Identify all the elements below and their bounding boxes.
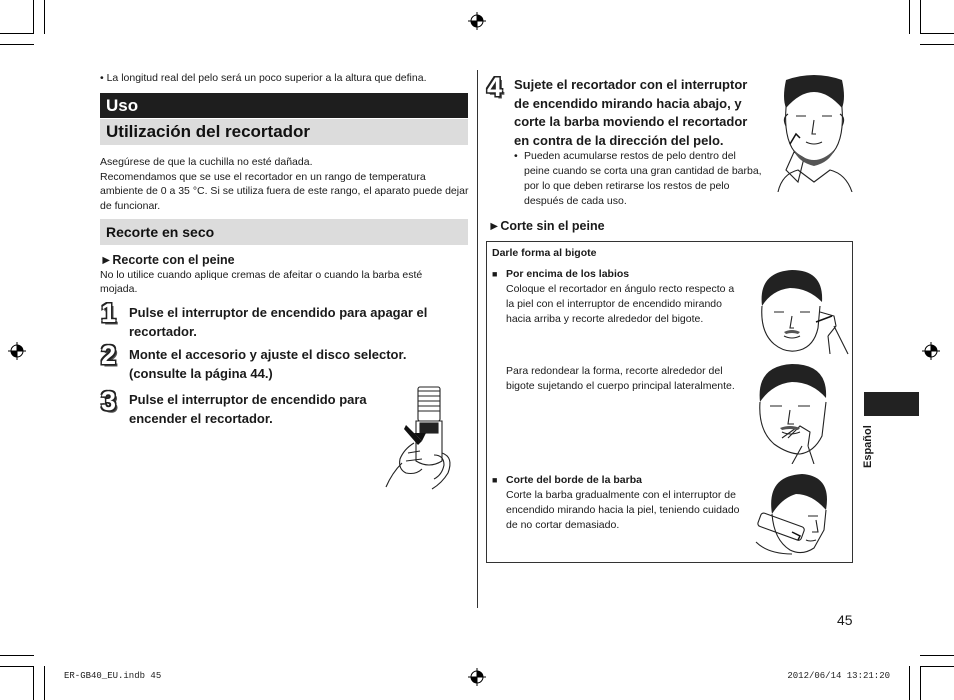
step-text: Pulse el interruptor de encendido para encender el recortador.: [129, 392, 367, 426]
language-tab: [864, 392, 919, 416]
trim-header: Recorte en seco: [100, 219, 468, 245]
crop-mark: [44, 666, 45, 700]
registration-mark-icon: [468, 668, 486, 686]
crop-mark: [33, 666, 34, 700]
footer-file: ER-GB40_EU.indb 45: [64, 671, 162, 681]
top-note: • La longitud real del pelo será un poco superior a la altura que defina.: [100, 72, 427, 84]
step-number: 4: [487, 72, 503, 102]
face-mustache-illustration: [750, 266, 850, 356]
crop-mark: [33, 0, 34, 34]
step-number: 3: [101, 386, 117, 416]
box-item: [492, 473, 742, 533]
crop-mark: [920, 0, 921, 34]
crop-mark: [909, 0, 910, 34]
crop-mark: [920, 33, 954, 34]
square-bullet-icon: ■: [492, 269, 498, 279]
box-title: Darle forma al bigote: [492, 247, 597, 259]
step-number: 2: [101, 340, 117, 370]
crop-mark: [920, 666, 954, 667]
intro-line: Asegúrese de que la cuchilla no esté dañada.: [100, 156, 313, 168]
face-beard-edge-illustration: [752, 470, 832, 558]
top-note-text: La longitud real del pelo será un poco superior a la altura que defina.: [106, 72, 427, 84]
registration-mark-icon: [8, 342, 26, 360]
language-label-text: Español: [862, 425, 874, 468]
registration-mark-icon: [468, 12, 486, 30]
column-divider: [477, 70, 478, 608]
step-text: Pulse el interruptor de encendido para apagar el recortador.: [129, 305, 428, 339]
step-number: 1: [101, 298, 117, 328]
face-trimming-illustration: [768, 74, 860, 192]
crop-mark: [0, 666, 34, 667]
no-comb-header: ►Corte sin el peine: [488, 219, 605, 233]
crop-mark: [909, 666, 910, 700]
step-text: Sujete el recortador con el interruptor de encendido mirando hacia abajo, y corte la barba moviendo el recortador en contra de la dirección del pelo.: [514, 77, 748, 148]
box-item: [492, 267, 742, 327]
box-item-text: Para redondear la forma, recorte alrededor del bigote sujetando el cuerpo principal lateralmente.: [506, 365, 735, 392]
language-label: [860, 420, 882, 470]
crop-mark: [44, 0, 45, 34]
step4-note: • Pueden acumularse restos de pelo dentro del peine cuando se corta una gran cantidad de barba, por lo que deben retirarse los restos de pelo después de cada uso.: [514, 149, 764, 209]
crop-mark: [0, 44, 34, 45]
intro-line: Recomendamos que se use el recortador en un rango de temperatura ambiente de 0 a 35 °C. Si se utiliza fuera de este rango, el aparato puede dejar de funcionar.: [100, 170, 469, 212]
intro-paragraph: [100, 155, 470, 213]
face-rounding-illustration: [752, 362, 848, 464]
footer-timestamp: 2012/06/14 13:21:20: [787, 671, 890, 681]
crop-mark: [0, 33, 34, 34]
crop-mark: [920, 655, 954, 656]
box-item-text: Corte la barba gradualmente con el interruptor de encendido mirando hacia la piel, teniendo cuidado de no cortar demasiado.: [506, 489, 740, 531]
trimmer-hand-illustration: [378, 383, 468, 495]
box-item-heading: Por encima de los labios: [506, 268, 630, 280]
page-number: 45: [837, 612, 853, 628]
step4-note-text: Pueden acumularse restos de pelo dentro del peine cuando se corta una gran cantidad de barba, por lo que deben retirarse los restos de pelo después de cada uso.: [524, 150, 762, 207]
registration-mark-icon: [922, 342, 940, 360]
box-item-text: Coloque el recortador en ángulo recto respecto a la piel con el interruptor de encendido mirando hacia arriba y recorte alrededor del bigote.: [506, 283, 735, 325]
crop-mark: [0, 655, 34, 656]
comb-header: ►Recorte con el peine: [100, 253, 235, 267]
crop-mark: [920, 44, 954, 45]
square-bullet-icon: ■: [492, 475, 498, 485]
comb-note: No lo utilice cuando aplique cremas de afeitar o cuando la barba esté mojada.: [100, 269, 423, 295]
section-title: Uso: [100, 93, 468, 118]
box-item-heading: Corte del borde de la barba: [506, 474, 642, 486]
subsection-title: Utilización del recortador: [100, 119, 468, 145]
crop-mark: [920, 666, 921, 700]
step-text: Monte el accesorio y ajuste el disco selector. (consulte la página 44.): [129, 347, 407, 381]
